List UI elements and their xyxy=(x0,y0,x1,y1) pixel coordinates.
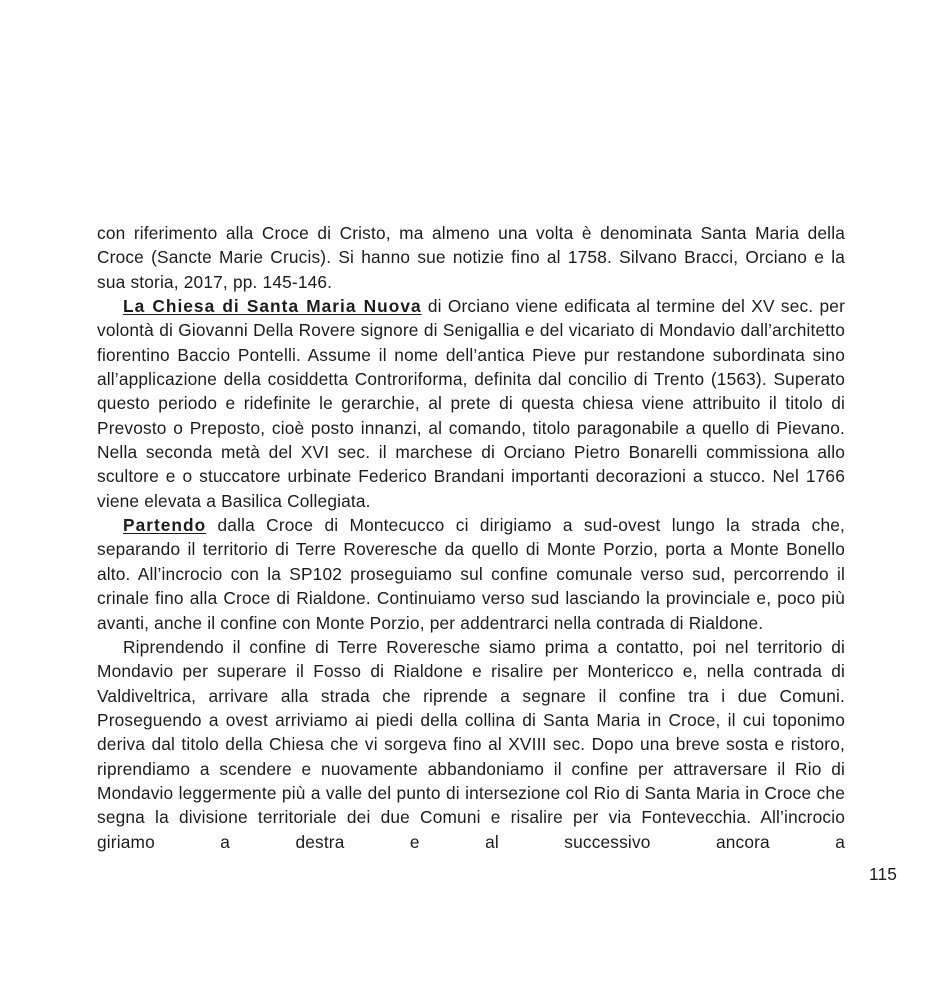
paragraph-2 xyxy=(97,294,845,513)
paragraph-4-text: Riprendendo il confine di Terre Roveresche siamo prima a contatto, poi nel territorio di Mondavio per superare il Fosso di Rialdone e risalire per Montericco e, nella contrada di Valdiveltrica, arrivare alla strada che riprende a segnare il confine tra i due Comuni. Proseguendo a ovest arriviamo ai piedi della collina di Santa Maria in Croce, il cui toponimo deriva dal titolo della Chiesa che vi sorgeva fino al XVIII sec. Dopo una breve sosta e ristoro, riprendiamo a scendere e nuovamente abbandoniamo il confine per attraversare il Rio di Mondavio leggermente più a valle del punto di intersezione col Rio di Santa Maria in Croce che segna la divisione territoriale dei due Comuni e risalire per via Fontevecchia. All’incrocio giriamo a destra e al successivo ancora a xyxy=(97,636,845,852)
paragraph-4 xyxy=(97,635,845,878)
paragraph-3-lead: Partendo xyxy=(123,515,207,536)
paragraph-3 xyxy=(97,513,845,635)
paragraph-3-text: dalla Croce di Montecucco ci dirigiamo a sud-ovest lungo la strada che, separando il territorio di Terre Roveresche da quello di Monte Porzio, porta a Monte Bonello alto. All’incrocio con la SP102 proseguiamo sul confine comunale verso sud, percorrendo il crinale fino alla Croce di Rialdone. Continuiamo verso sud lasciando la provinciale e, poco più avanti, anche il confine con Monte Porzio, per addentrarci nella contrada di Rialdone. xyxy=(97,515,845,633)
body-text-block xyxy=(97,221,845,878)
paragraph-2-lead: La Chiesa di Santa Maria Nuova xyxy=(123,296,422,317)
paragraph-1-text: con riferimento alla Croce di Cristo, ma almeno una volta è denominata Santa Maria della Croce (Sancte Marie Crucis). Si hanno sue notizie fino al 1758. Silvano Bracci, Orciano e la sua storia, 2017, pp. 145-146. xyxy=(97,223,845,292)
paragraph-2-text: di Orciano viene edificata al termine del XV sec. per volontà di Giovanni Della Rovere signore di Senigallia e del vicariato di Mondavio dall’architetto fiorentino Baccio Pontelli. Assume il nome dell’antica Pieve pur restandone subordinata sino all’applicazione della cosiddetta Controriforma, definita dal concilio di Trento (1563). Superato questo periodo e ridefinite le gerarchie, al prete di questa chiesa viene attribuito il titolo di Prevosto o Preposto, cioè posto innanzi, al comando, titolo paragonabile a quello di Pievano. Nella seconda metà del XVI sec. il marchese di Orciano Pietro Bonarelli commissiona allo scultore e o stuccatore urbinate Federico Brandani importanti decorazioni a stucco. Nel 1766 viene elevata a Basilica Collegiata. xyxy=(97,296,845,511)
paragraph-1 xyxy=(97,221,845,294)
page-number: 115 xyxy=(869,864,898,884)
